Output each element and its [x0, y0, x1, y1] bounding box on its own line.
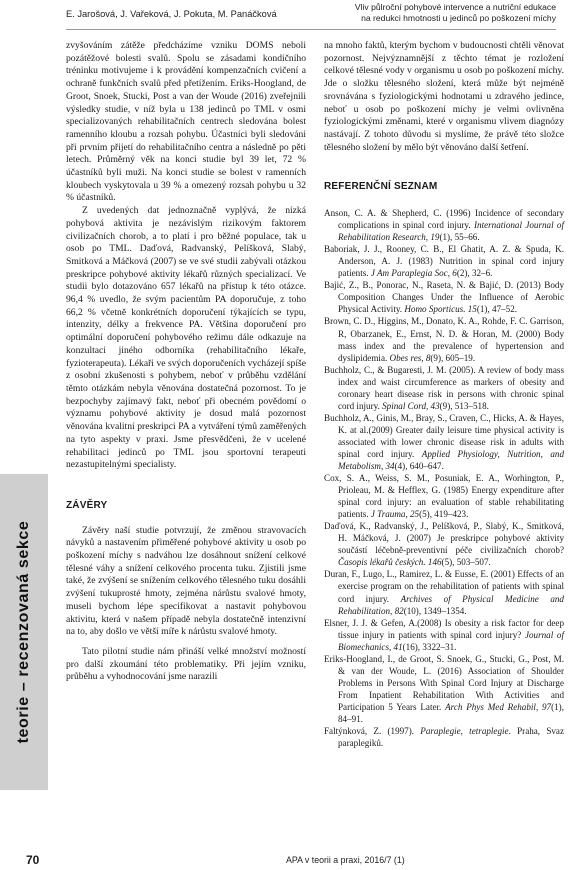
running-head-title [296, 2, 556, 24]
reference-item: Baboriak, J. J., Rooney, C. B., El Ghatit, A. Z. & Spuda, K. Anderson, A. J. (1983) Nutrition in spinal cord injury patients. J Am Paraplegia Soc, 6(2), 32–6. [324, 244, 564, 279]
running-head-title-line2: na redukci hmotnosti u jedinců po poškození míchy [361, 13, 556, 23]
right-column [324, 40, 564, 749]
section-side-label: teorie – recenzovaná sekce [15, 520, 32, 744]
left-column [66, 40, 306, 684]
reference-item: Cox, S. A., Weiss, S. M., Posuniak, E. A., Worhington, P., Prioleau, M. & Hefflex, G. (1985) Energy expenditure after spinal cord injury: an evaluation of stable rehabilitating patients. J Trauma, 25(5), 419–423. [324, 473, 564, 520]
reference-item: Daďová, K., Radvanský, J., Pelíšková, P., Slabý, K., Smitková, H. Máčková, J. (2007) Je preskripce pohybové aktivity součástí léčebně-preventivní péče civilizačních chorob? Časopis lékařů českých. 146(5), 503–507. [324, 521, 564, 568]
reference-item: Buchholz, A., Ginis, M., Bray, S., Craven, C., Hicks, A. & Hayes, K. at al.(2009) Greater daily leisure time physical activity is associated with lower chronic disease risk in adults with spinal cord injury. Applied Physiology, Nutrition, and Metabolism, 34(4), 640–647. [324, 412, 564, 472]
heading-references: REFERENČNÍ SEZNAM [324, 181, 438, 193]
page-footer [0, 852, 570, 866]
right-paragraph-1: na mnoho faktů, kterým bychom v budoucnosti chtěli věnovat pozornost. Nejvýznamnější z těchto témat je rozložení celkové tělesné vody v organismu u osob po poškození míchy. Jde o složku tělesného složení, která může být nejméně srovnávána s fyziologickými hodnotami u zdravého jedince, neboť u osob po poškození míchy je velmi ovlivněna fyziologickými změnami, které v organismu vlivem diagnózy nastávají. Z tohoto důvodu si myslíme, že právě této složce tělesného složení by mělo být věnováno další šetření. [324, 40, 564, 153]
running-head-title-line1: Vliv půlroční pohybové intervence a nutriční edukace [354, 2, 556, 12]
left-paragraph-2: Z uvedených dat jednoznačně vyplývá, že nízká pohybová aktivita je nezávislým rizikovým faktorem civilizačních chorob, a to platí i pro běžné populace, tak u osob po TML. Daďová, Radvanský, Pelíšková, Slabý, Smitková a Máčková (2007) se ve své studii zabývali otázkou preskripce pohybové aktivity lékařů různých specializací. Ve studii bylo dotazováno 657 lékařů na přístup k této otázce. 96,4 % uvedlo, že svým pacientům PA doporučuje, z toho 66,2 % včetně konkrétních doporučení týkajících se typu, intenzity, délky a frekvence PA. Většina doporučení pro optimální doporučení pohybového režimu dále odkazuje na konzultaci jiného odborníka (rehabilitačního lékaře, fyzioterapeuta). Lékaři ve svých doporučeních vycházejí spíše z osobní zkušenosti s pohybem, neboť v průběhu vzdělání těmto otázkám nebyla věnována dostatečná pozornost. To je bezpochyby zajímavý fakt, neboť při obecném povědomí o významu pohybové aktivity je dosud malá pozornost věnována kvalitní preskripci PA a vytváření týmů zaměřených na tyto aspekty v praxi. Jsme přesvědčeni, že v ucelené rehabilitaci jedinců po TML jsou sportovní terapeuti nezastupitelnými specialisty. [66, 205, 306, 471]
left-paragraph-3: Závěry naší studie potvrzují, že změnou stravovacích návyků a nastavením přiměřené pohybové aktivity u osob po poškození míchy s nadváhou lze dosáhnout snížení celkové tělesné váhy a snížení celkového procenta tuku. Zjistili jsme také, že zvýšení se snížením celkového tělesného tuku dosáhli zvýšení tukuprosté hmoty, zejména nárůstu svalové hmoty, museli bychom lépe specifikovat a nastavit pohybovou aktivitu, která v našem případě nebyla dostatečně intenzivní na to, aby došlo ve větší míře k nárůstu svalové hmoty. [66, 524, 306, 638]
reference-item: Bajić, Z., B., Ponorac, N., Raseta, N. & Bajić, D. (2013) Body Composition Changes Under the Influence of Aerobic Physical Activity. Homo Sporticus. 15(1), 47–52. [324, 280, 564, 315]
reference-list [324, 207, 564, 749]
left-paragraph-4: Tato pilotní studie nám přináší velké množství možností pro další zkoumání této problematiky. Při jejím vzniku, průběhu a vyhodnocování jsme narazili [66, 645, 306, 683]
reference-item: Brown, C. D., Higgins, M., Donato, K. A., Rohde, F. C. Garrison, R, Obarzanek, E., Ernst, N. D. & Horan, M. (2000) Body mass index and the prevalence of hypertension and dyslipidemia. Obes res, 8(9), 605–19. [324, 316, 564, 363]
reference-item: Elsner, J. J. & Gefen, A.(2008) Is obesity a risk factor for deep tissue injury in patients with spinal cord injury? Journal of Biomechanics, 41(16), 3322–31. [324, 617, 565, 652]
reference-item: Faltýnková, Z. (1997). Paraplegie, tetraplegie. Praha, Svaz paraplegiků. [324, 726, 565, 749]
heading-conclusions: ZÁVĚRY [66, 499, 108, 511]
reference-item: Anson, C. A. & Shepherd, C. (1996) Incidence of secondary complications in spinal cord injury. International Journal of Rehabilitation Research, 19(1), 55–66. [324, 208, 564, 243]
reference-item: Duran, F., Lugo, L., Ramirez, L. & Eusse, E. (2001) Effects of an exercise program on the rehabilitation of patients with spinal cord injury. Archives of Physical Medicine and Rehabilitation, 82(10), 1349–1354. [324, 569, 564, 616]
reference-item: Buchholz, C., & Bugaresti, J. M. (2005). A review of body mass index and waist circumference as markers of obesity and coronary heart disease risk in persons with chronic spinal cord injury. Spinal Cord, 43(9), 513–518. [324, 364, 564, 411]
reference-item: Eriks-Hoogland, I., de Groot, S. Snoek, G., Stucki, G., Post, M. & van der Woude, L. (2016) Association of Shoulder Problems in Persons With Spinal Cord Injury at Discharge From Inpatient Rehabilitation With Activities and Participation 5 Years Later. Arch Phys Med Rehabil, 97(1), 84–91. [324, 653, 564, 724]
page-number: 70 [26, 853, 40, 867]
running-head-authors: E. Jarošová, J. Vařeková, J. Pokuta, M. Panáčková [66, 9, 277, 19]
journal-citation: APA v teorii a praxi, 2016/7 (1) [286, 855, 405, 865]
header-rule [66, 29, 556, 30]
left-paragraph-1: zvyšováním zátěže předcházíme vzniku DOMS neboli pozátěžové bolesti svalů. Spolu se zásadami kondičního tréninku motivujeme i k provádění kompenzačních cvičení a ochraně funkčních svalů před přetížením. Eriks-Hoogland, de Groot, Snoek, Stucki, Post a van der Woude (2016) zveřejnili výsledky studie, v níž byla u 138 jedinců po TML v osmi specializovaných rehabilitačních centrech sledována bolest ramenního kloubu a rozsah pohybu. Účastníci byli sledováni při prvním přijetí do rehabilitačního centra a následně po pěti letech. Průměrný věk na konci studie byl 39 let, 72 % účastníků byli muži. Na konci studie se bolest v ramenních kloubech vyskytovala u 39 % a omezený rozsah pohybu u 32 % účastníků. [66, 40, 306, 204]
